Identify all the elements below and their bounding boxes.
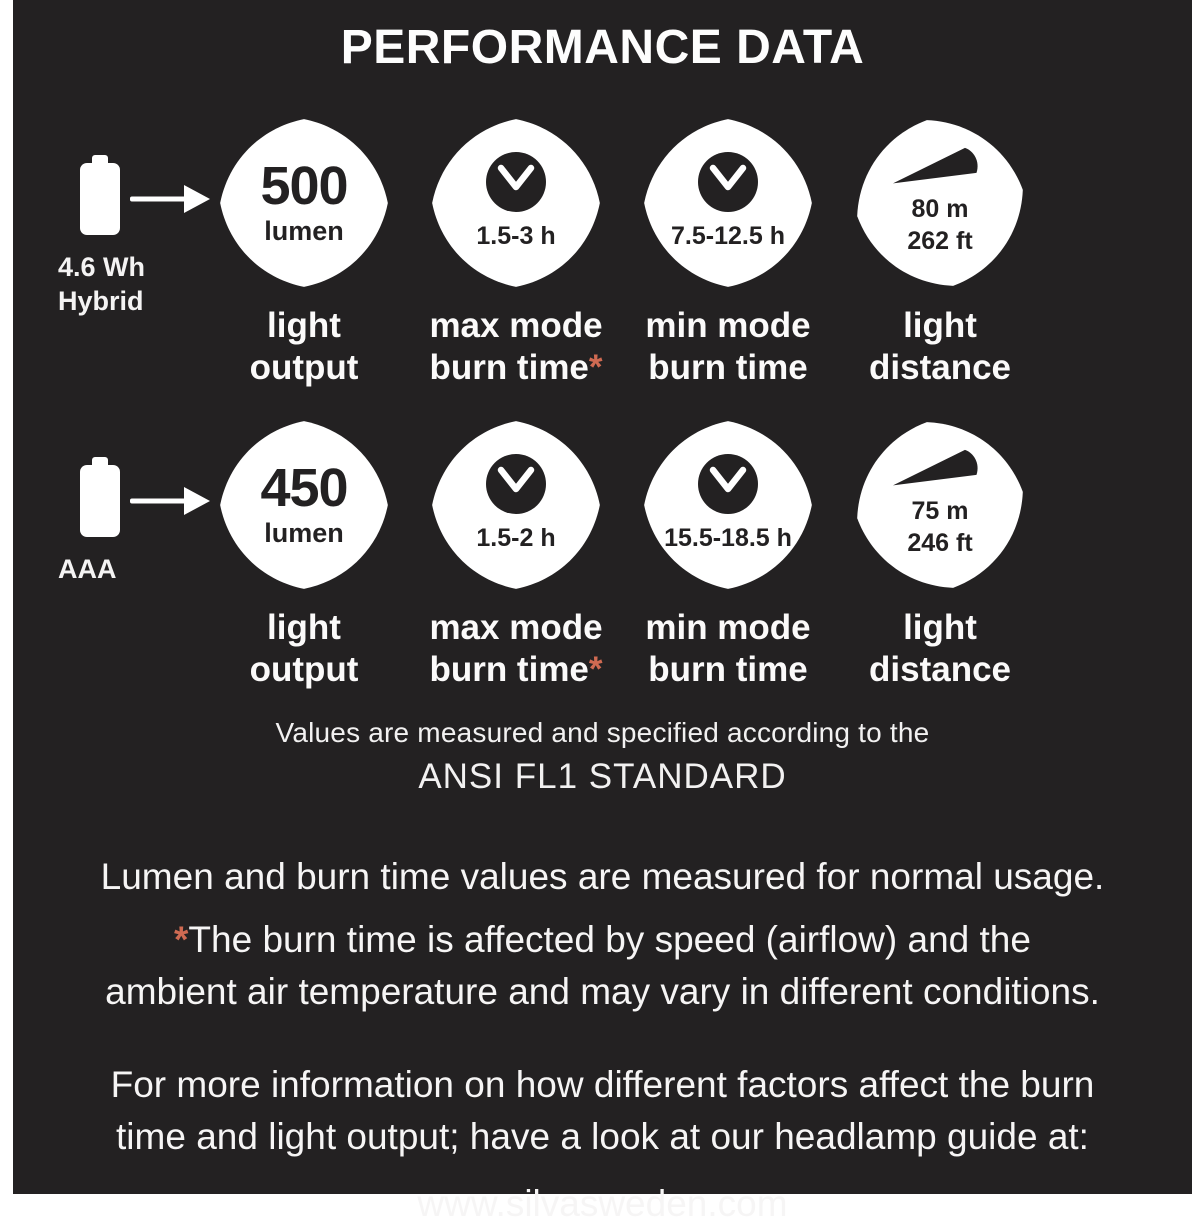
distance-meters: 80 m (911, 194, 969, 223)
metric-caption: light output (249, 306, 359, 387)
metric-caption: min mode burn time (645, 306, 811, 387)
burn-time-badge (642, 117, 814, 289)
clock-icon (484, 452, 548, 516)
metric-caption: max mode burn time* (429, 608, 603, 689)
burn-time-badge (430, 419, 602, 591)
battery-icon (80, 163, 120, 235)
ansi-standard-note (13, 717, 1192, 797)
page-title: PERFORMANCE DATA (340, 21, 865, 74)
light-beam-icon (890, 447, 990, 495)
right-arrow-icon (130, 483, 212, 519)
metric-caption: min mode burn time (645, 608, 811, 689)
clock-icon (484, 150, 548, 214)
metric-light-output (198, 419, 410, 691)
metric-light-distance (834, 419, 1046, 691)
lumen-value: 500 (260, 156, 348, 216)
lumen-unit: lumen (264, 518, 344, 548)
burn-time-value: 15.5-18.5 h (664, 523, 792, 552)
burn-time-value: 1.5-3 h (476, 221, 556, 250)
battery-block (28, 117, 198, 319)
row-aaa-battery (28, 419, 1192, 691)
lumen-unit: lumen (264, 216, 344, 246)
battery-label: 4.6 Wh Hybrid (58, 252, 146, 316)
footnote-star: * (588, 650, 603, 689)
more-info-note: For more information on how different factors affect the burn time and light output; have a look at our headlamp guide at: (110, 1063, 1095, 1158)
distance-badge (854, 419, 1026, 591)
footnote-star: * (588, 348, 603, 387)
metric-caption: max mode burn time* (429, 306, 603, 387)
burn-time-value: 7.5-12.5 h (671, 221, 785, 250)
distance-badge (854, 117, 1026, 289)
battery-block (28, 419, 198, 587)
lumen-badge (218, 419, 390, 591)
clock-icon (696, 150, 760, 214)
metric-max-burn-time (410, 419, 622, 691)
light-beam-icon (890, 145, 990, 193)
metric-min-burn-time (622, 419, 834, 691)
metric-min-burn-time (622, 117, 834, 389)
footnote-star: * (174, 918, 189, 960)
battery-label: AAA (58, 554, 117, 584)
dark-card (13, 0, 1192, 1224)
lumen-value: 450 (260, 458, 348, 518)
distance-feet: 262 ft (907, 227, 973, 255)
burn-time-badge (642, 419, 814, 591)
burn-time-badge (430, 117, 602, 289)
website-url: www.silvasweden.com (417, 1182, 788, 1224)
metric-caption: light distance (869, 306, 1011, 387)
right-arrow-icon (130, 181, 212, 217)
ansi-standard-name: ANSI FL1 STANDARD (418, 757, 787, 796)
distance-meters: 75 m (911, 496, 969, 525)
metric-caption: light distance (869, 608, 1011, 689)
metric-caption: light output (249, 608, 359, 689)
metric-light-distance (834, 117, 1046, 389)
distance-feet: 246 ft (907, 529, 973, 557)
row-hybrid-battery (28, 117, 1192, 389)
burn-time-footnote: *The burn time is affected by speed (airflow) and the ambient air temperature and may vary in different conditions. (105, 918, 1100, 1013)
clock-icon (696, 452, 760, 516)
burn-time-value: 1.5-2 h (476, 523, 556, 552)
usage-note: Lumen and burn time values are measured for normal usage. (100, 856, 1105, 897)
metric-rows (13, 117, 1192, 691)
ansi-note-text: Values are measured and specified according to the (275, 717, 930, 748)
metric-light-output (198, 117, 410, 389)
metric-max-burn-time (410, 117, 622, 389)
battery-icon (80, 465, 120, 537)
lumen-badge (218, 117, 390, 289)
